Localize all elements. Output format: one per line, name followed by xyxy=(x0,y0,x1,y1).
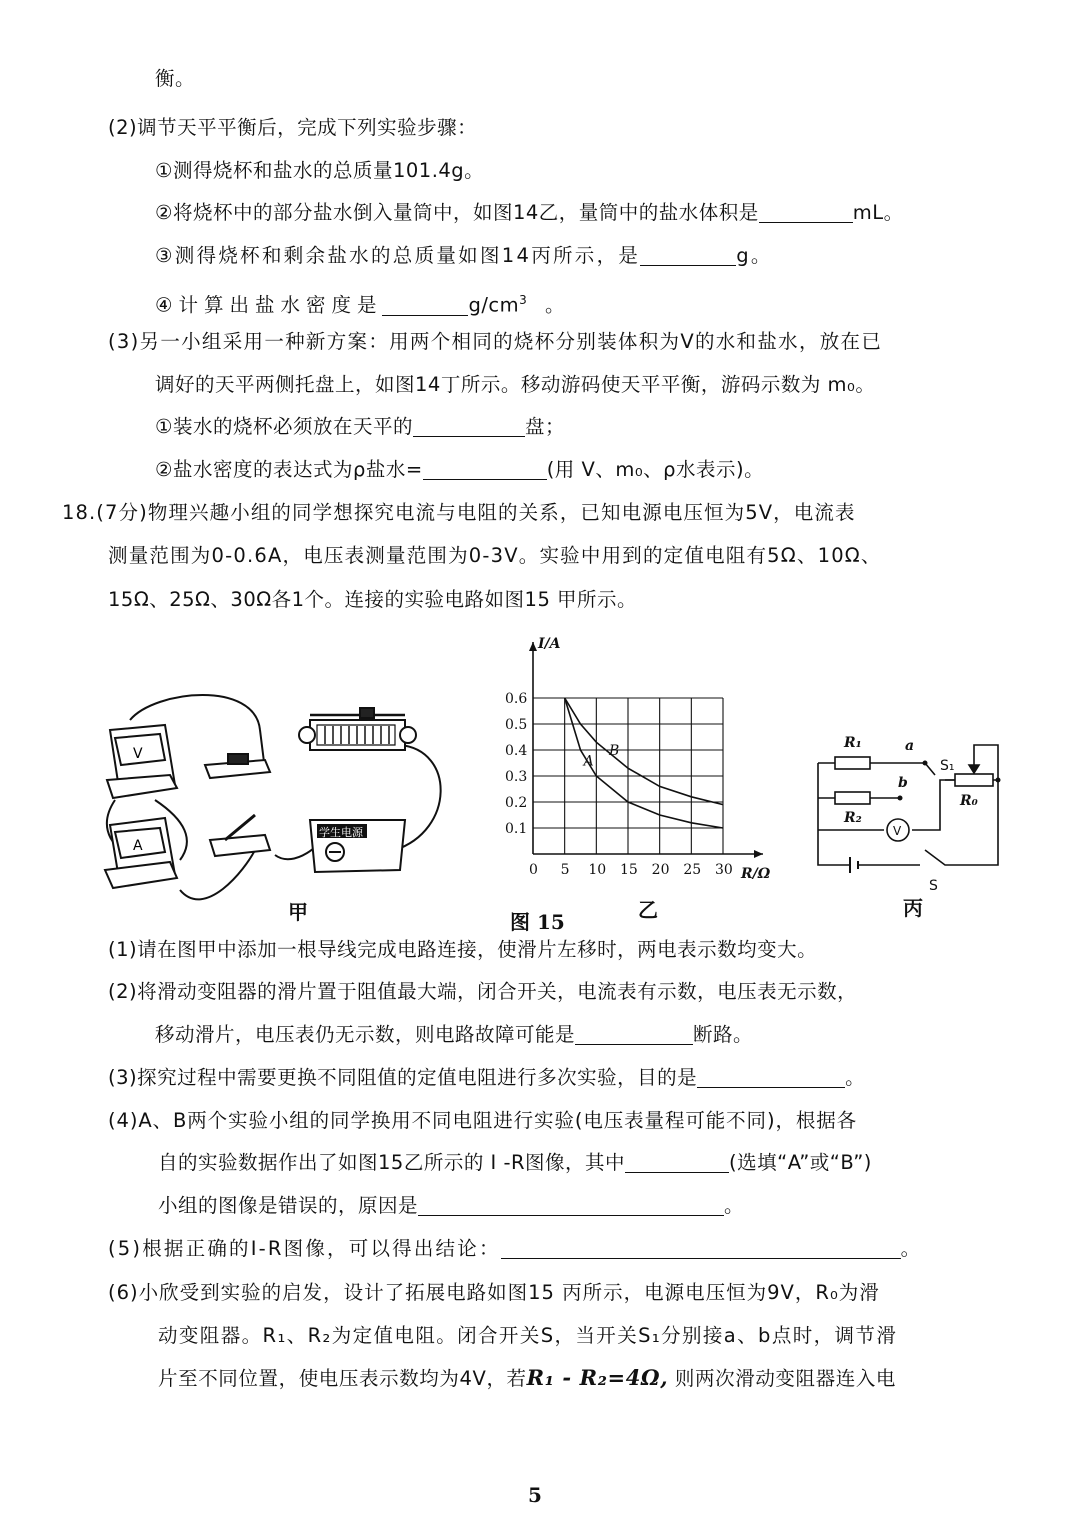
question-5-text: (5)根据正确的I-R图像，可以得出结论： xyxy=(108,1237,501,1260)
node-a-label: a xyxy=(905,738,915,754)
question-5-end: 。 xyxy=(900,1237,923,1260)
r2-label: R₂ xyxy=(844,810,862,826)
question-6-line-1 xyxy=(108,1280,880,1306)
step-3 xyxy=(155,243,773,269)
x-tick-label: 25 xyxy=(683,862,702,878)
question-2-line-2 xyxy=(155,1022,753,1048)
label-yi: 乙 xyxy=(638,898,658,922)
question-3-step-1-text: ①装水的烧杯必须放在天平的 xyxy=(155,415,413,438)
question-3-line-1: (3)另一小组采用一种新方案：用两个相同的烧杯分别装体积为V的水和盐水，放在已 xyxy=(108,330,883,353)
question-6-line-2: 动变阻器。R₁、R₂为定值电阻。闭合开关S，当开关S₁分别接a、b点时，调节滑 xyxy=(158,1324,898,1347)
question-6-text-end: 为滑 xyxy=(838,1281,880,1304)
answer-blank[interactable] xyxy=(382,295,468,316)
y-axis-label: I/A xyxy=(538,636,561,652)
y-tick-label: 0.5 xyxy=(505,717,528,733)
formula: R₁ - R₂=4Ω, xyxy=(526,1365,669,1390)
label-bing: 丙 xyxy=(903,896,923,920)
question-5 xyxy=(108,1236,922,1262)
node-b-label: b xyxy=(898,775,908,791)
supply-label: 学生电源 xyxy=(319,826,363,839)
r1-label: R₁ xyxy=(844,735,862,751)
question-4-end: 。 xyxy=(724,1194,745,1217)
question-6-r0: R₀ xyxy=(815,1281,839,1304)
y-tick-label: 0.4 xyxy=(505,743,528,759)
question-18-line-1: 18.(7分)物理兴趣小组的同学想探究电流与电阻的关系，已知电源电压恒为5V，电流表 xyxy=(62,501,856,524)
answer-blank[interactable] xyxy=(413,416,525,437)
question-6-line-3-text: 片至不同位置，使电压表示数均为4V，若 xyxy=(158,1367,527,1390)
answer-blank[interactable] xyxy=(759,202,853,223)
step-4-end: 。 xyxy=(545,293,571,317)
question-3 xyxy=(108,1065,865,1091)
figure-caption: 图 15 xyxy=(510,910,565,934)
y-tick-label: 0.2 xyxy=(505,795,528,811)
label-jia: 甲 xyxy=(288,900,308,924)
question-2-line-1: (2)将滑动变阻器的滑片置于阻值最大端，闭合开关，电流表有示数，电压表无示数， xyxy=(108,980,858,1003)
ammeter-label: A xyxy=(133,838,143,854)
voltmeter-label: V xyxy=(133,746,143,762)
question-4-hint: (选填“A”或“B”) xyxy=(729,1151,872,1174)
x-tick-label: 10 xyxy=(588,862,607,878)
step-2-unit: mL。 xyxy=(852,201,904,224)
figure-bing-circuit xyxy=(800,725,1015,920)
answer-blank[interactable] xyxy=(423,459,547,480)
question-3-step-2-text: ②盐水密度的表达式为ρ盐水= xyxy=(155,458,423,481)
question-2-end: 断路。 xyxy=(693,1023,754,1046)
s-label: S xyxy=(929,878,938,894)
question-4-line-1: (4)A、B两个实验小组的同学换用不同电阻进行实验(电压表量程可能不同)，根据各 xyxy=(108,1109,858,1132)
answer-blank[interactable] xyxy=(625,1152,729,1173)
y-tick-label: 0.1 xyxy=(505,821,528,837)
question-18-line-2: 测量范围为0-0.6A，电压表测量范围为0-3V。实验中用到的定值电阻有5Ω、10Ω、 xyxy=(108,544,882,567)
question-3-step-2-end: (用 V、m₀、ρ水表示)。 xyxy=(546,458,765,481)
question-4-line-3 xyxy=(158,1193,744,1219)
question-3-text: (3)探究过程中需要更换不同阻值的定值电阻进行多次实验，目的是 xyxy=(108,1066,698,1089)
step-3-text: ③测得烧杯和剩余盐水的总质量如图14丙所示，是 xyxy=(155,244,641,267)
question-18-line-3: 15Ω、25Ω、30Ω各1个。连接的实验电路如图15 甲所示。 xyxy=(108,588,638,611)
step-4-unit-sup: 3 xyxy=(519,293,533,307)
question-6-line-3 xyxy=(158,1365,896,1392)
question-3-step-1-end: 盘； xyxy=(524,415,565,438)
series-b-label: B xyxy=(609,743,620,760)
question-4-line-2 xyxy=(158,1150,872,1176)
step-4-text: ④计算出盐水密度是 xyxy=(155,293,383,317)
y-tick-label: 0.6 xyxy=(505,691,528,707)
series-a-label: A xyxy=(583,753,594,770)
question-4-text: 自的实验数据作出了如图15乙所示的 I -R图像，其中 xyxy=(158,1151,626,1174)
x-axis-arrow xyxy=(754,850,763,858)
figure-yi-chart xyxy=(495,628,800,928)
figure-jia-apparatus xyxy=(95,690,465,920)
page-number: 5 xyxy=(528,1483,542,1507)
answer-blank[interactable] xyxy=(697,1067,845,1088)
x-axis-label: R/Ω xyxy=(741,866,771,882)
step-2 xyxy=(155,200,904,226)
r0-label: R₀ xyxy=(960,793,978,809)
question-3-step-1 xyxy=(155,414,565,440)
answer-blank[interactable] xyxy=(501,1238,901,1259)
question-6-text: (6)小欣受到实验的启发，设计了拓展电路如图15 丙所示，电源电压恒为9V， xyxy=(108,1281,816,1304)
x-tick-label: 20 xyxy=(651,862,670,878)
x-tick-label: 30 xyxy=(715,862,733,878)
voltmeter-label: V xyxy=(893,824,902,838)
answer-blank[interactable] xyxy=(418,1195,724,1216)
step-2-text: ②将烧杯中的部分盐水倒入量筒中，如图14乙，量筒中的盐水体积是 xyxy=(155,201,759,224)
step-4 xyxy=(155,287,571,319)
step-1: ①测得烧杯和盐水的总质量101.4g。 xyxy=(155,159,485,182)
question-3-line-2: 调好的天平两侧托盘上，如图14丁所示。移动游码使天平平衡，游码示数为 m₀。 xyxy=(155,373,876,396)
node-a xyxy=(923,761,928,766)
question-4-reason: 小组的图像是错误的，原因是 xyxy=(158,1194,419,1217)
step-4-unit: g/cm xyxy=(468,293,520,317)
node-r0-end xyxy=(996,778,1001,783)
x-tick-label: 0 xyxy=(529,862,538,878)
question-2-text: 移动滑片，电压表仍无示数，则电路故障可能是 xyxy=(155,1023,576,1046)
x-tick-label: 15 xyxy=(620,862,638,878)
question-6-line-3-end: 则两次滑动变阻器连入电 xyxy=(674,1367,897,1390)
y-axis-arrow xyxy=(529,642,537,651)
series-b-line xyxy=(565,698,723,805)
x-tick-label: 5 xyxy=(560,862,570,878)
answer-blank[interactable] xyxy=(575,1024,693,1045)
node-b xyxy=(898,796,903,801)
question-1: (1)请在图甲中添加一根导线完成电路连接，使滑片左移时，两电表示数均变大。 xyxy=(108,938,818,961)
y-tick-label: 0.3 xyxy=(505,769,528,785)
text-line: 衡。 xyxy=(155,67,196,90)
question-3-step-2 xyxy=(155,457,764,483)
question-2-title: (2)调节天平平衡后，完成下列实验步骤： xyxy=(108,116,478,139)
answer-blank[interactable] xyxy=(640,245,736,266)
s1-label: S₁ xyxy=(940,758,955,774)
question-3-end: 。 xyxy=(845,1066,866,1089)
step-3-unit: g。 xyxy=(736,244,773,267)
